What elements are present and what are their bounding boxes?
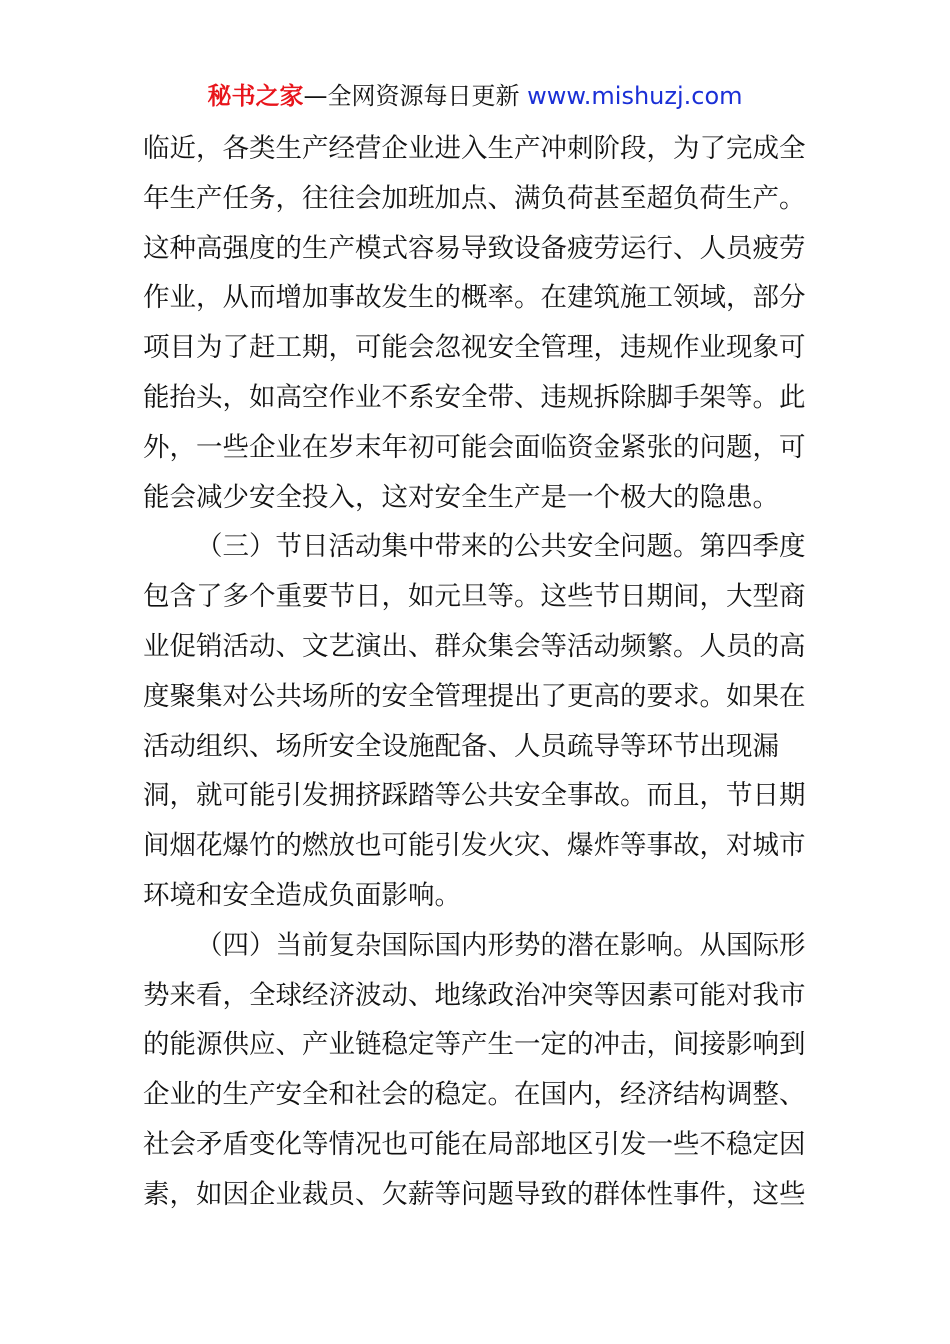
text-line: 年生产任务，往往会加班加点、满负荷甚至超负荷生产。 — [143, 182, 806, 214]
text-line: 项目为了赶工期，可能会忽视安全管理，违规作业现象可 — [143, 332, 806, 364]
text-line: 企业的生产安全和社会的稳定。在国内，经济结构调整、 — [143, 1079, 806, 1111]
text-line: 临近，各类生产经营企业进入生产冲刺阶段，为了完成全 — [143, 133, 806, 164]
text-line: 能抬头，如高空作业不系安全带、违规拆除脚手架等。此 — [143, 381, 806, 413]
text-line: 包含了多个重要节日，如元旦等。这些节日期间，大型商 — [143, 581, 806, 613]
header-tagline: —全网资源每日更新 — [303, 82, 528, 110]
brand-name: 秘书之家 — [207, 82, 304, 110]
site-url: www.mishuzj.com — [527, 82, 743, 110]
section-heading-line: （三）节日活动集中带来的公共安全问题。第四季度 — [196, 531, 806, 563]
section-heading-line: （四）当前复杂国际国内形势的潜在影响。从国际形 — [196, 929, 806, 961]
text-line: 业促销活动、文艺演出、群众集会等活动频繁。人员的高 — [143, 630, 806, 662]
text-line: 度聚集对公共场所的安全管理提出了更高的要求。如果在 — [143, 680, 806, 712]
text-line: 这种高强度的生产模式容易导致设备疲劳运行、人员疲劳 — [143, 232, 806, 264]
text-line: 作业，从而增加事故发生的概率。在建筑施工领域，部分 — [143, 282, 806, 314]
text-line: 社会矛盾变化等情况也可能在局部地区引发一些不稳定因 — [143, 1128, 806, 1160]
text-line: 洞，就可能引发拥挤踩踏等公共安全事故。而且，节日期 — [143, 780, 806, 812]
body-text — [143, 124, 808, 1220]
text-line: 活动组织、场所安全设施配备、人员疏导等环节出现漏 — [143, 730, 779, 762]
text-line: 能会减少安全投入，这对安全生产是一个极大的隐患。 — [143, 481, 779, 513]
text-line: 外，一些企业在岁末年初可能会面临资金紧张的问题，可 — [143, 431, 806, 463]
text-line: 的能源供应、产业链稳定等产生一定的冲击，间接影响到 — [143, 1029, 806, 1061]
text-line: 势来看，全球经济波动、地缘政治冲突等因素可能对我市 — [143, 979, 806, 1011]
page-header — [0, 80, 950, 112]
text-line: 环境和安全造成负面影响。 — [143, 879, 461, 911]
text-line: 间烟花爆竹的燃放也可能引发火灾、爆炸等事故，对城市 — [143, 830, 806, 862]
text-line: 素，如因企业裁员、欠薪等问题导致的群体性事件，这些 — [143, 1178, 806, 1210]
